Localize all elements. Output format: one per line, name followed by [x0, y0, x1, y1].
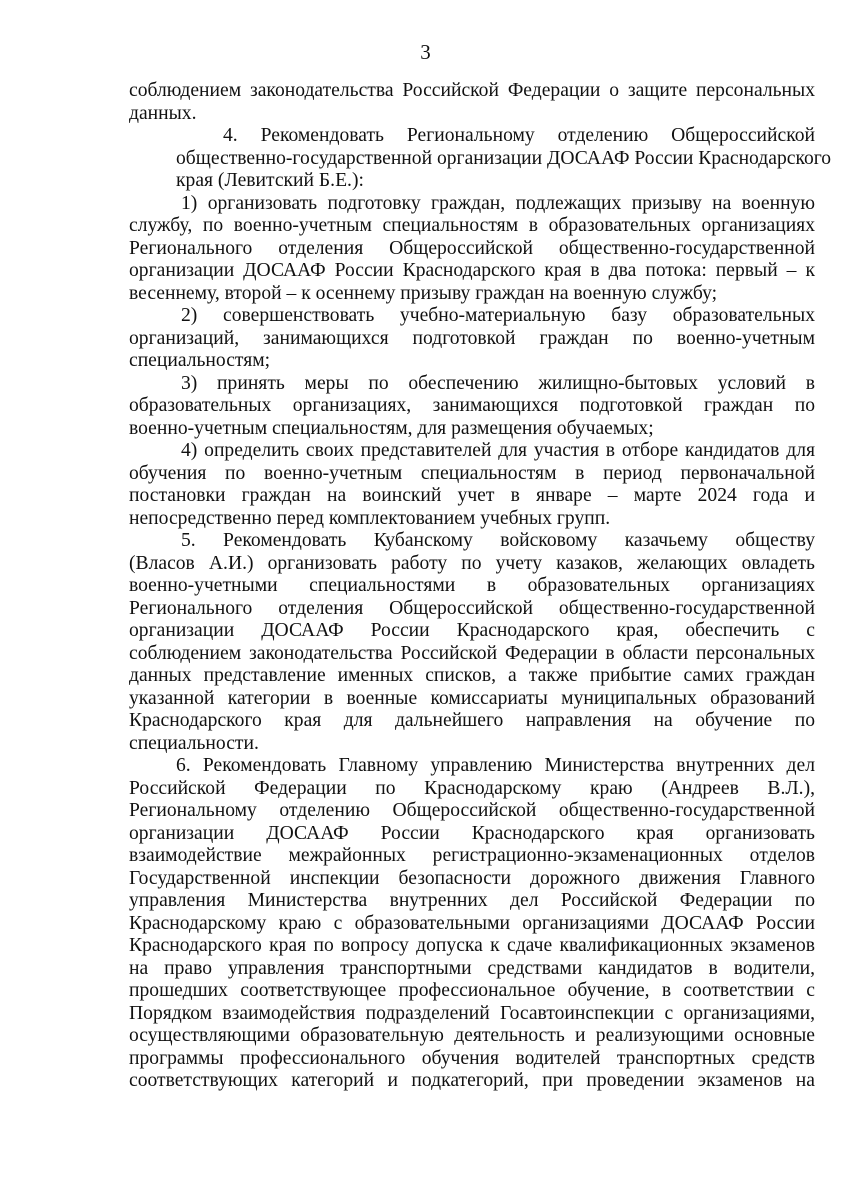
- text-line: данных.: [129, 102, 197, 124]
- text-line: 3) принять меры по обеспечению жилищно-бытовых условий в: [181, 372, 815, 394]
- paragraph-item-4: [129, 125, 832, 193]
- text-line: военно-учетными специальностями в образовательных организациях: [129, 575, 815, 596]
- paragraph-item-5: [129, 530, 815, 755]
- text-line: военно-учетным специальностям, для размещения обучаемых;: [129, 417, 654, 439]
- text-line: края (Левитский Б.Е.):: [176, 170, 364, 191]
- text-line: постановки граждан на воинский учет в январе – марте 2024 года и: [129, 485, 815, 506]
- text-line: организации ДОСААФ России Краснодарского края организовать: [129, 822, 815, 844]
- text-line: организации ДОСААФ России Краснодарского края, обеспечить с: [129, 620, 815, 641]
- text-line: управления Министерства внутренних дел Российской Федерации по: [129, 890, 815, 911]
- text-line: Российской Федерации по Краснодарскому краю (Андреев В.Л.),: [129, 777, 815, 799]
- text-line: организаций, занимающихся подготовкой граждан по военно-учетным: [129, 327, 815, 349]
- text-line: соблюдением законодательства Российской Федерации в области персональных: [129, 642, 815, 664]
- text-line: Регионального отделения Общероссийской общественно-государственной: [129, 237, 815, 259]
- paragraph-item-4-2: [129, 305, 815, 373]
- text-line: Краснодарского края по вопросу допуска к сдаче квалификационных экзаменов: [129, 935, 815, 956]
- text-line: данных представление именных списков, а также прибытие самих граждан: [129, 665, 815, 686]
- page-number: 3: [420, 40, 431, 64]
- text-line: службу, по военно-учетным специальностям в образовательных организациях: [129, 215, 815, 236]
- text-line: соблюдением законодательства Российской Федерации о защите персональных: [129, 80, 815, 101]
- text-line: 1) организовать подготовку граждан, подлежащих призыву на военную: [181, 192, 815, 214]
- text-line: соответствующих категорий и подкатегорий, при проведении экзаменов на: [129, 1070, 815, 1091]
- text-line: 4) определить своих представителей для участия в отборе кандидатов для: [181, 440, 815, 461]
- text-line: 5. Рекомендовать Кубанскому войсковому казачьему обществу: [181, 530, 815, 551]
- paragraph-item-4-1: [129, 193, 815, 306]
- text-line: Государственной инспекции безопасности дорожного движения Главного: [129, 867, 815, 889]
- text-line: прошедших соответствующее профессиональное обучение, в соответствии с: [129, 980, 815, 1001]
- text-line: указанной категории в военные комиссариаты муниципальных образований: [129, 687, 815, 709]
- text-line: Порядком взаимодействия подразделений Госавтоинспекции с организациями,: [129, 1002, 815, 1024]
- paragraph-item-4-4: [129, 440, 815, 530]
- text-line: общественно-государственной организации ДОСААФ России Краснодарского: [176, 147, 832, 169]
- document-body: [129, 80, 832, 1093]
- text-line: непосредственно перед комплектованием учебных групп.: [129, 507, 611, 529]
- text-line: (Власов А.И.) организовать работу по учету казаков, желающих овладеть: [129, 552, 815, 574]
- text-line: на право управления транспортными средствами кандидатов в водители,: [129, 957, 815, 979]
- paragraph-item-6: [129, 755, 815, 1093]
- text-line: программы профессионального обучения водителей транспортных средств: [129, 1047, 815, 1069]
- text-line: Краснодарского края для дальнейшего направления на обучение по: [129, 710, 815, 731]
- paragraph-item-4-3: [129, 373, 815, 441]
- text-line: специальности.: [129, 732, 259, 754]
- text-line: образовательных организациях, занимающихся подготовкой граждан по: [129, 395, 815, 416]
- text-line: взаимодействие межрайонных регистрационно-экзаменационных отделов: [129, 845, 815, 866]
- text-line: специальностям;: [129, 350, 271, 371]
- text-line: весеннему, второй – к осеннему призыву граждан на военную службу;: [129, 282, 718, 304]
- paragraph-continuation: [129, 80, 815, 125]
- text-line: Регионального отделения Общероссийской общественно-государственной: [129, 597, 815, 619]
- text-line: Краснодарскому краю с образовательными организациями ДОСААФ России: [129, 912, 815, 934]
- text-line: 6. Рекомендовать Главному управлению Министерства внутренних дел: [176, 755, 815, 776]
- text-line: 4. Рекомендовать Региональному отделению Общероссийской: [223, 125, 815, 146]
- text-line: обучения по военно-учетным специальностям в период первоначальной: [129, 462, 815, 484]
- text-line: 2) совершенствовать учебно-материальную базу образовательных: [181, 305, 815, 326]
- text-line: осуществляющими образовательную деятельность и реализующими основные: [129, 1025, 815, 1046]
- text-line: Региональному отделению Общероссийской общественно-государственной: [129, 800, 815, 821]
- text-line: организации ДОСААФ России Краснодарского края в два потока: первый – к: [129, 260, 815, 281]
